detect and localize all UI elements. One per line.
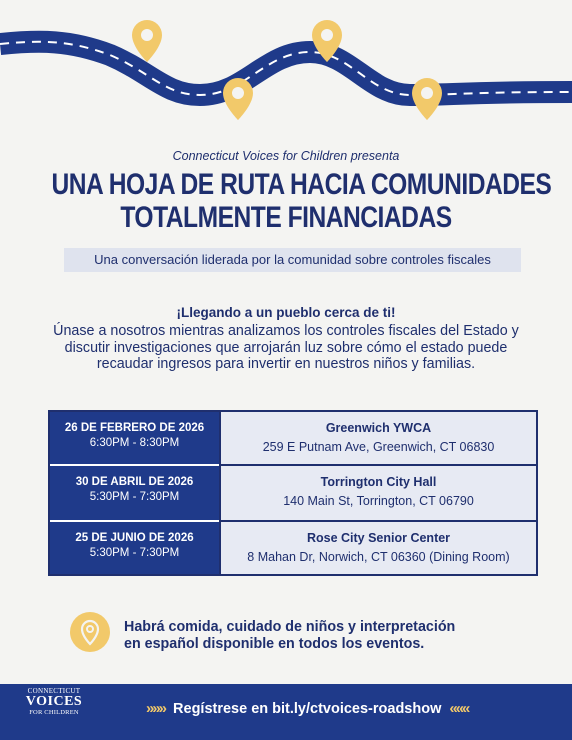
footer-bar [0,684,572,740]
registration-callout [146,700,556,717]
event-row [50,522,536,574]
event-venue-cell [219,522,536,574]
event-venue: Greenwich YWCA [325,421,432,435]
map-pin-icon [70,612,110,652]
intro-paragraph: Únase a nosotros mientras analizamos los controles fiscales del Estado y discutir investigaciones que arrojarán luz sobre cómo el estado puede recaudar ingresos para invertir en nuestros niños y familias. [53,323,519,372]
event-address: 259 E Putnam Ave, Greenwich, CT 06830 [262,440,495,454]
event-date-cell [50,412,219,466]
title-line-1: UNA HOJA DE RUTA HACIA COMUNIDADES [51,168,552,201]
road-illustration [0,0,572,140]
amenities-notice [124,619,524,653]
chevrons-left-icon: ««« [449,700,469,717]
event-date-cell [50,522,219,574]
logo-line-1: CONNECTICUT [27,687,81,695]
event-date: 26 DE FEBRERO DE 2026 [64,422,205,434]
presenter-line: Connecticut Voices for Children presenta [172,149,400,163]
event-venue: Torrington City Hall [320,475,437,489]
event-date: 30 DE ABRIL DE 2026 [75,476,194,488]
notice-line-1: Habrá comida, cuidado de niños y interpretación [124,619,456,635]
logo-line-3: FOR CHILDREN [29,709,79,716]
ctvoices-logo [18,687,90,716]
subtitle: Una conversación liderada por la comunidad sobre controles fiscales [64,248,521,272]
notice-line-2: en español disponible en todos los eventos. [124,636,425,652]
registration-link[interactable]: Regístrese en bit.ly/ctvoices-roadshow [173,700,442,717]
chevrons-right-icon: »»» [146,700,166,717]
event-address: 140 Main St, Torrington, CT 06790 [283,494,474,508]
logo-line-2: VOICES [25,694,83,709]
event-address: 8 Mahan Dr, Norwich, CT 06360 (Dining Room) [247,550,510,564]
map-pin-icon [412,78,442,120]
title-line-2: TOTALMENTE FINANCIADAS [120,201,452,234]
map-pin-icon [132,20,162,62]
event-time: 5:30PM - 7:30PM [89,491,180,503]
event-time: 6:30PM - 8:30PM [89,437,180,449]
events-table [48,410,538,576]
event-date-cell [50,466,219,522]
tagline: ¡Llegando a un pueblo cerca de ti! [176,305,396,320]
event-row [50,412,536,466]
event-date: 25 DE JUNIO DE 2026 [75,532,194,544]
map-pin-icon [223,78,253,120]
event-venue-cell [219,466,536,522]
page-title [51,168,552,234]
event-venue: Rose City Senior Center [306,531,451,545]
event-venue-cell [219,412,536,466]
event-row [50,466,536,522]
event-time: 5:30PM - 7:30PM [89,547,180,559]
